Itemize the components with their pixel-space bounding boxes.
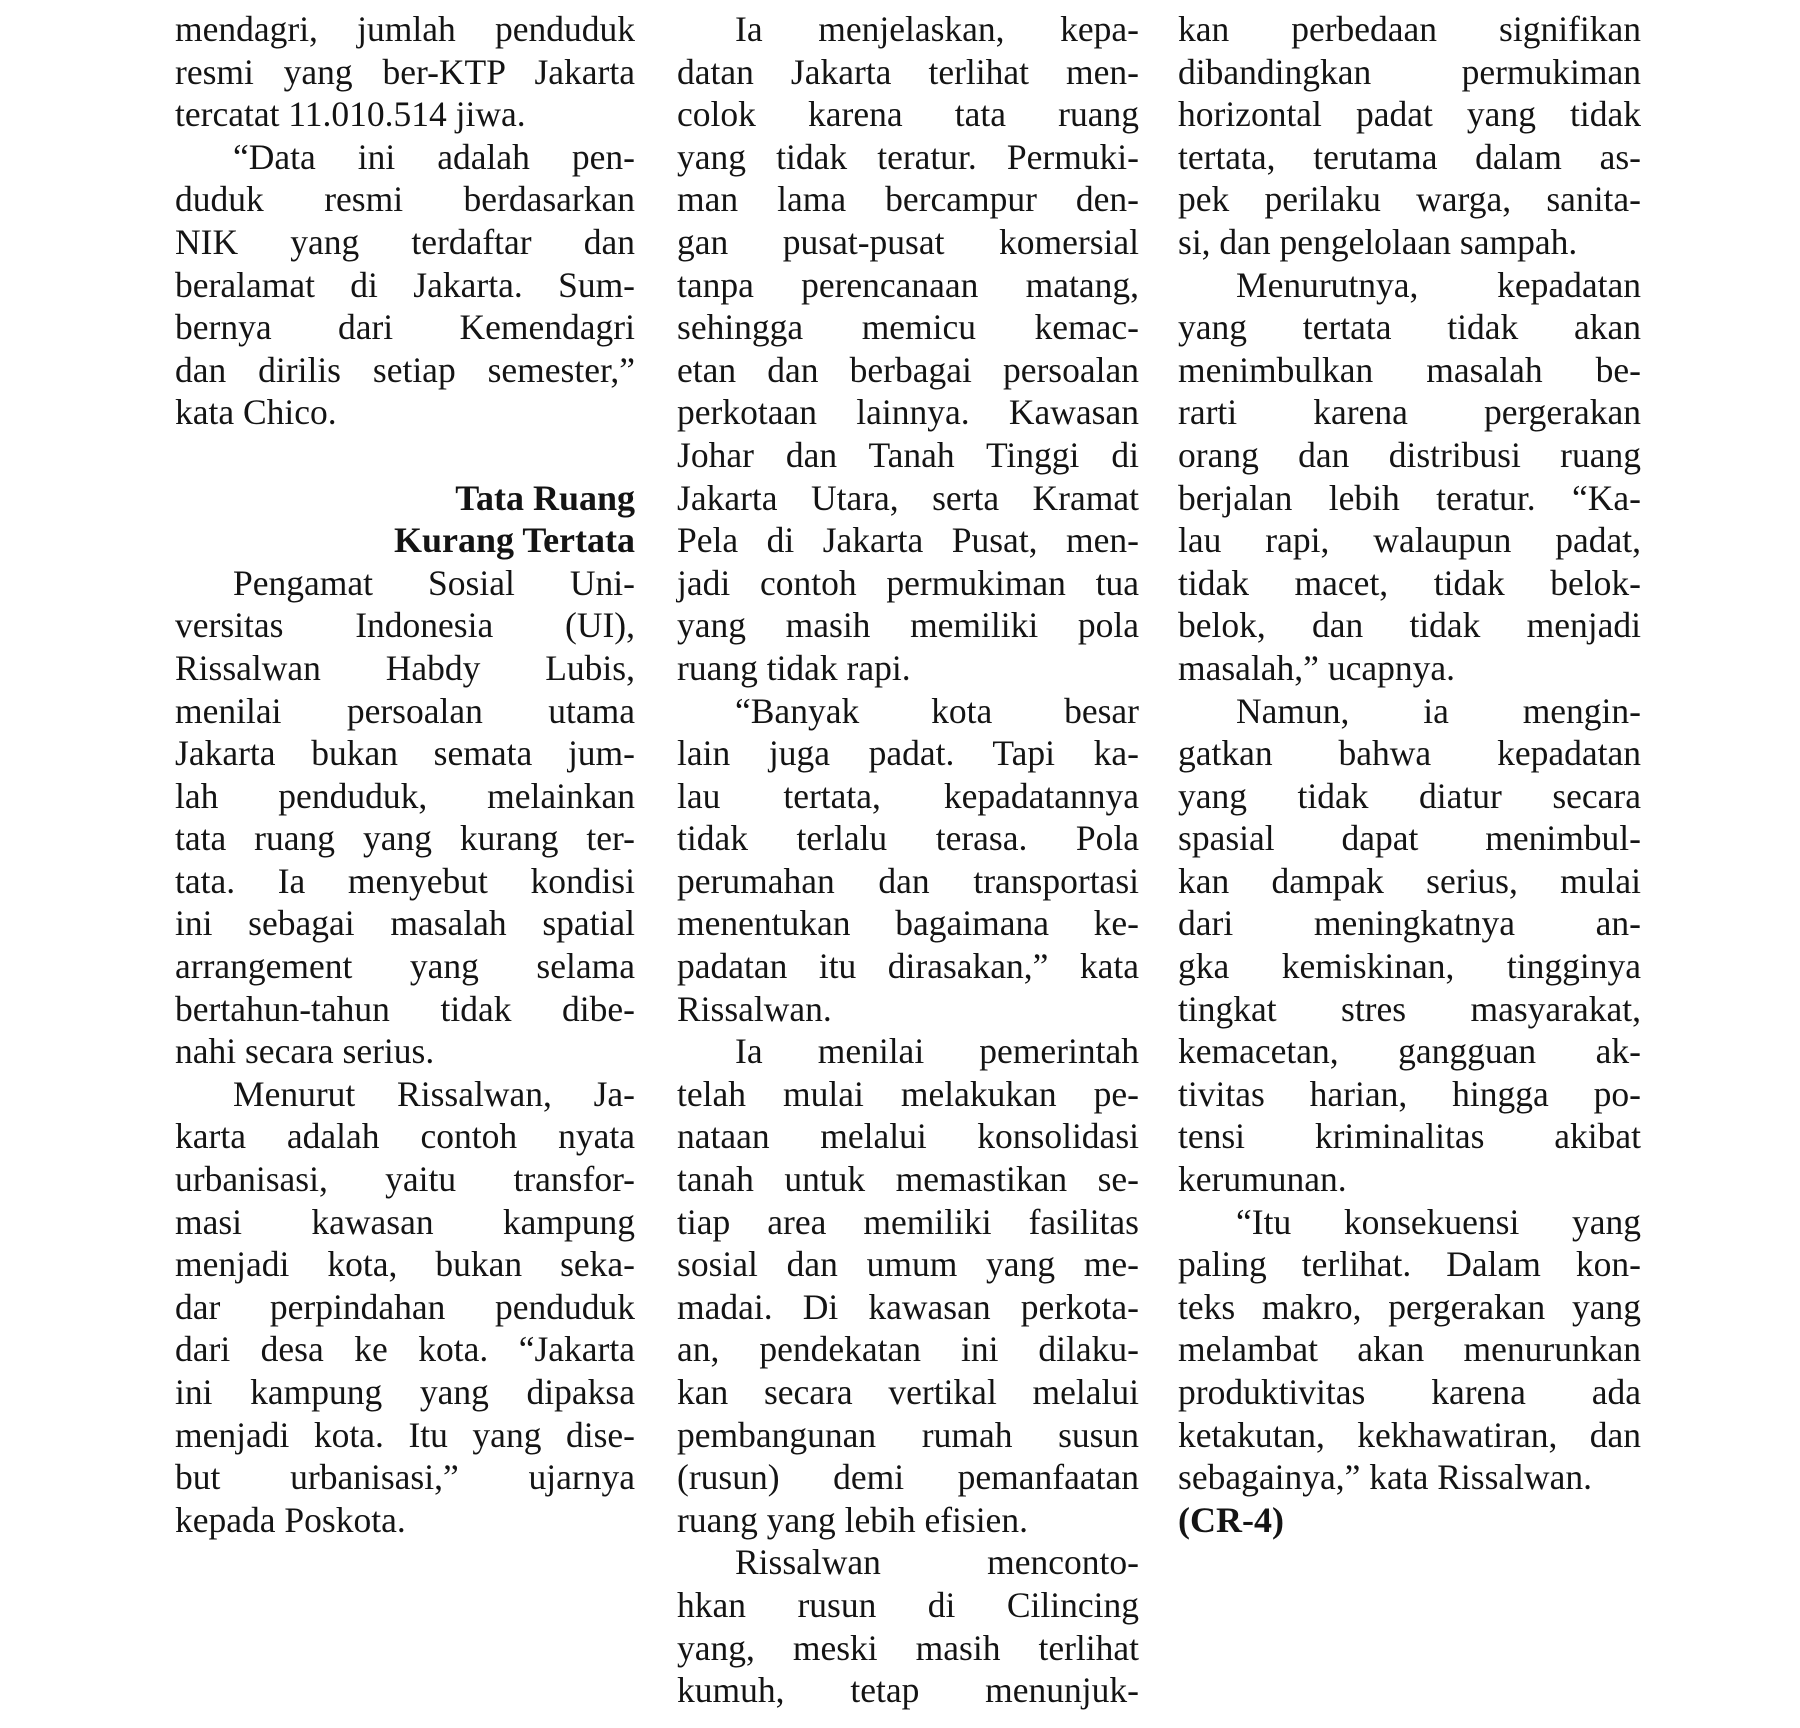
- text-line: tensi kriminalitas akibat: [1178, 1116, 1641, 1157]
- text-line: kumuh, tetap menunjuk-: [677, 1670, 1139, 1711]
- text-line: kemacetan, gangguan ak-: [1178, 1031, 1641, 1072]
- text-line: lah penduduk, melainkan: [175, 775, 635, 816]
- text-line: berjalan lebih teratur. “Ka-: [1178, 477, 1641, 518]
- paragraph: [1178, 8, 1641, 264]
- article-column-right: [1178, 8, 1641, 1541]
- text-line: telah mulai melakukan pe-: [677, 1073, 1139, 1114]
- text-line: yang masih memiliki pola: [677, 605, 1139, 646]
- text-line: pembangunan rumah susun: [677, 1414, 1139, 1455]
- text-line: datan Jakarta terlihat men-: [677, 51, 1139, 92]
- text-line: tata. Ia menyebut kondisi: [175, 860, 635, 901]
- text-line: kan dampak serius, mulai: [1178, 860, 1641, 901]
- text-line: Pengamat Sosial Uni-: [233, 562, 635, 603]
- text-line: tidak macet, tidak belok-: [1178, 562, 1641, 603]
- text-line: menimbulkan masalah be-: [1178, 349, 1641, 390]
- text-line: yang tidak diatur secara: [1178, 775, 1641, 816]
- text-line: etan dan berbagai persoalan: [677, 349, 1139, 390]
- subheading-line: Tata Ruang: [455, 477, 635, 518]
- text-line: tanpa perencanaan matang,: [677, 264, 1139, 305]
- text-line: Namun, ia mengin-: [1236, 690, 1641, 731]
- text-line: ruang tidak rapi.: [677, 647, 911, 688]
- text-line: “Banyak kota besar: [735, 690, 1139, 731]
- text-line: sosial dan umum yang me-: [677, 1244, 1139, 1285]
- text-line: urbanisasi, yaitu transfor-: [175, 1159, 635, 1200]
- text-line: “Data ini adalah pen-: [233, 136, 635, 177]
- text-line: produktivitas karena ada: [1178, 1372, 1641, 1412]
- text-line: tidak terlalu terasa. Pola: [677, 818, 1139, 859]
- text-line: masi kawasan kampung: [175, 1201, 635, 1242]
- subheading: [175, 477, 635, 562]
- text-line: sehingga memicu kemac-: [677, 307, 1139, 348]
- text-line: pek perilaku warga, sanita-: [1178, 179, 1641, 220]
- paragraph: [677, 690, 1139, 1031]
- text-line: yang tertata tidak akan: [1178, 307, 1641, 348]
- text-line: orang dan distribusi ruang: [1178, 434, 1641, 475]
- paragraph: [1178, 264, 1641, 690]
- text-line: dar perpindahan penduduk: [175, 1286, 635, 1327]
- paragraph: [175, 136, 635, 434]
- text-line: an, pendekatan ini dilaku-: [677, 1329, 1139, 1370]
- text-line: bernya dari Kemendagri: [175, 307, 635, 348]
- text-line: man lama bercampur den-: [677, 179, 1139, 220]
- text-line: kan perbedaan signifikan: [1178, 9, 1641, 49]
- text-line: dibandingkan permukiman: [1178, 51, 1641, 92]
- text-line: kerumunan.: [1178, 1159, 1347, 1200]
- text-line: menentukan bagaimana ke-: [677, 903, 1139, 944]
- text-line: tanah untuk memastikan se-: [677, 1159, 1139, 1200]
- text-line: yang tidak teratur. Permuki-: [677, 136, 1139, 177]
- text-line: arrangement yang selama: [175, 946, 635, 987]
- text-line: lau rapi, walaupun padat,: [1178, 520, 1641, 561]
- text-line: mendagri, jumlah penduduk: [175, 9, 635, 49]
- text-line: melambat akan menurunkan: [1178, 1329, 1641, 1370]
- paragraph: [677, 1030, 1139, 1541]
- text-line: masalah,” ucapnya.: [1178, 647, 1455, 688]
- text-line: Menurutnya, kepadatan: [1236, 264, 1641, 305]
- paragraph: [677, 8, 1139, 690]
- text-line: kepada Poskota.: [175, 1499, 406, 1540]
- text-line: Rissalwan Habdy Lubis,: [175, 647, 635, 688]
- text-line: tercatat 11.010.514 jiwa.: [175, 94, 526, 135]
- text-line: gan pusat-pusat komersial: [677, 221, 1139, 262]
- text-line: nataan melalui konsolidasi: [677, 1116, 1139, 1157]
- text-line: dari desa ke kota. “Jakarta: [175, 1329, 635, 1370]
- text-line: Ia menilai pemerintah: [735, 1031, 1139, 1072]
- text-line: ini sebagai masalah spatial: [175, 903, 635, 944]
- text-line: kan secara vertikal melalui: [677, 1372, 1139, 1412]
- text-line: perkotaan lainnya. Kawasan: [677, 392, 1139, 433]
- text-line: perumahan dan transportasi: [677, 860, 1139, 901]
- text-line: Rissalwan.: [677, 988, 832, 1029]
- text-line: Johar dan Tanah Tinggi di: [677, 434, 1139, 475]
- text-line: teks makro, pergerakan yang: [1178, 1286, 1641, 1327]
- text-line: Rissalwan menconto-: [735, 1542, 1139, 1583]
- text-line: NIK yang terdaftar dan: [175, 221, 635, 262]
- text-line: paling terlihat. Dalam kon-: [1178, 1244, 1641, 1285]
- paragraph: [1178, 1201, 1641, 1499]
- text-line: menjadi kota. Itu yang dise-: [175, 1414, 635, 1455]
- text-line: tertata, terutama dalam as-: [1178, 136, 1641, 177]
- paragraph: [175, 1073, 635, 1542]
- text-line: karta adalah contoh nyata: [175, 1116, 635, 1157]
- text-line: Jakarta bukan semata jum-: [175, 733, 635, 774]
- text-line: spasial dapat menimbul-: [1178, 818, 1641, 859]
- text-line: duduk resmi berdasarkan: [175, 179, 635, 220]
- text-line: menjadi kota, bukan seka-: [175, 1244, 635, 1285]
- article-column-left: [175, 8, 635, 1541]
- text-line: ruang yang lebih efisien.: [677, 1499, 1028, 1540]
- text-line: madai. Di kawasan perkota-: [677, 1286, 1139, 1327]
- text-line: lain juga padat. Tapi ka-: [677, 733, 1139, 774]
- text-line: menilai persoalan utama: [175, 690, 635, 731]
- text-line: (rusun) demi pemanfaatan: [677, 1457, 1139, 1498]
- text-line: tingkat stres masyarakat,: [1178, 988, 1641, 1029]
- text-line: tiap area memiliki fasilitas: [677, 1201, 1139, 1242]
- text-line: dari meningkatnya an-: [1178, 903, 1641, 944]
- text-line: jadi contoh permukiman tua: [677, 562, 1139, 603]
- author-byline: (CR-4): [1178, 1499, 1284, 1540]
- paragraph: [677, 1541, 1139, 1711]
- paragraph: [1178, 690, 1641, 1201]
- subheading-line: Kurang Tertata: [393, 520, 635, 561]
- text-line: rarti karena pergerakan: [1178, 392, 1641, 433]
- text-line: hkan rusun di Cilincing: [677, 1584, 1139, 1625]
- text-line: nahi secara serius.: [175, 1031, 435, 1072]
- text-line: gatkan bahwa kepadatan: [1178, 733, 1641, 774]
- spacer: [175, 434, 635, 477]
- text-line: beralamat di Jakarta. Sum-: [175, 264, 635, 305]
- text-line: Menurut Rissalwan, Ja-: [233, 1073, 635, 1114]
- text-line: padatan itu dirasakan,” kata: [677, 946, 1139, 987]
- text-line: dan dirilis setiap semester,”: [175, 349, 635, 390]
- text-line: horizontal padat yang tidak: [1178, 94, 1641, 135]
- text-line: but urbanisasi,” ujarnya: [175, 1457, 635, 1498]
- text-line: Pela di Jakarta Pusat, men-: [677, 520, 1139, 561]
- text-line: colok karena tata ruang: [677, 94, 1139, 135]
- text-line: belok, dan tidak menjadi: [1178, 605, 1641, 646]
- text-line: ini kampung yang dipaksa: [175, 1372, 635, 1412]
- text-line: Ia menjelaskan, kepa-: [735, 9, 1139, 49]
- text-line: “Itu konsekuensi yang: [1236, 1201, 1641, 1242]
- text-line: ketakutan, kekhawatiran, dan: [1178, 1414, 1641, 1455]
- text-line: si, dan pengelolaan sampah.: [1178, 221, 1578, 262]
- text-line: lau tertata, kepadatannya: [677, 775, 1139, 816]
- text-line: sebagainya,” kata Rissalwan.: [1178, 1457, 1593, 1498]
- text-line: bertahun-tahun tidak dibe-: [175, 988, 635, 1029]
- text-line: Jakarta Utara, serta Kramat: [677, 477, 1139, 518]
- text-line: kata Chico.: [175, 392, 337, 433]
- paragraph: [175, 562, 635, 1073]
- text-line: tata ruang yang kurang ter-: [175, 818, 635, 859]
- text-line: yang, meski masih terlihat: [677, 1627, 1139, 1668]
- text-line: resmi yang ber-KTP Jakarta: [175, 51, 635, 92]
- article-column-middle: [677, 8, 1139, 1712]
- text-line: tivitas harian, hingga po-: [1178, 1073, 1641, 1114]
- text-line: gka kemiskinan, tingginya: [1178, 946, 1641, 987]
- text-line: versitas Indonesia (UI),: [175, 605, 635, 646]
- paragraph: [175, 8, 635, 136]
